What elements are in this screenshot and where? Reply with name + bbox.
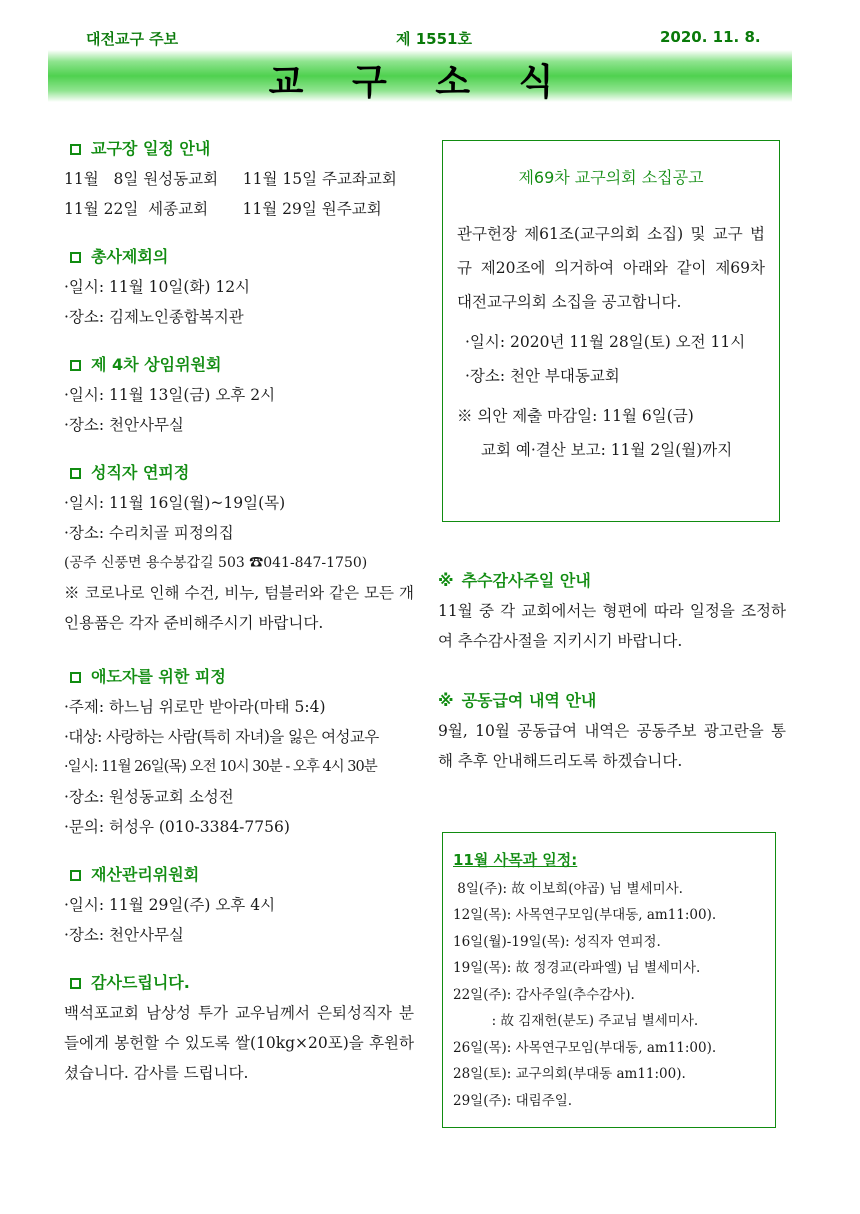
section-title-text: 애도자를 위한 피정 bbox=[91, 667, 226, 686]
section-bishop-schedule bbox=[64, 134, 414, 224]
section-paragraph: 11월 중 각 교회에서는 형편에 따라 일정을 조정하여 추수감사절을 지키시기 바랍니다. bbox=[438, 602, 786, 650]
left-column bbox=[64, 134, 414, 1106]
section-title-text: 성직자 연피정 bbox=[91, 463, 190, 482]
text-line: ·주제: 하느님 위로만 받아라(마태 5:4) bbox=[64, 698, 326, 716]
section-title bbox=[438, 566, 786, 596]
text-line: ·일시: 11월 10일(화) 12시 bbox=[64, 278, 251, 296]
checkbox-square-icon bbox=[70, 978, 81, 989]
address-line: (공주 신풍면 용수봉갑길 503 ☎041-847-1750) bbox=[64, 555, 368, 571]
section-joint-salary bbox=[438, 686, 786, 776]
schedule-item: 26일(목): 사목연구모임(부대동, am11:00). bbox=[453, 1039, 717, 1056]
checkbox-square-icon bbox=[70, 870, 81, 881]
text-line: ·일시: 11월 29일(주) 오후 4시 bbox=[64, 896, 276, 914]
section-title bbox=[64, 242, 414, 272]
schedule-item: 22일(주): 감사주일(추수감사). bbox=[453, 986, 635, 1003]
section-property-committee bbox=[64, 860, 414, 950]
checkbox-square-icon bbox=[70, 252, 81, 263]
section-grief-retreat bbox=[64, 662, 414, 842]
notice-items bbox=[457, 325, 765, 393]
section-thanksgiving bbox=[438, 566, 786, 656]
section-title bbox=[64, 968, 414, 998]
checkbox-square-icon bbox=[70, 144, 81, 155]
notice-remark: ※ 의안 제출 마감일: 11월 6일(금) bbox=[457, 407, 694, 425]
november-schedule-box bbox=[442, 832, 776, 1128]
text-line: ·장소: 원성동교회 소성전 bbox=[64, 788, 234, 806]
schedule-item: 29일(주): 대림주일. bbox=[453, 1092, 573, 1109]
checkbox-square-icon bbox=[70, 468, 81, 479]
section-standing-committee bbox=[64, 350, 414, 440]
checkbox-square-icon bbox=[70, 360, 81, 371]
text-line: ·대상: 사랑하는 사람(특히 자녀)을 잃은 여성교우 bbox=[64, 728, 379, 746]
schedule-title: 11월 사목과 일정: bbox=[453, 851, 578, 869]
notice-item: ·일시: 2020년 11월 28일(토) 오전 11시 bbox=[465, 333, 746, 351]
council-notice-box bbox=[442, 140, 780, 522]
text-line: 11월 8일 원성동교회 11월 15일 주교좌교회 bbox=[64, 170, 397, 188]
reference-mark-icon: ※ bbox=[438, 691, 454, 710]
section-title-text: 재산관리위원회 bbox=[91, 865, 200, 884]
issue-number: 제 1551호 bbox=[396, 30, 472, 48]
text-line: ·장소: 수리치골 피정의집 bbox=[64, 524, 234, 542]
section-paragraph: 9월, 10월 공동급여 내역은 공동주보 광고란을 통해 추후 안내해드리도록 하겠습니다. bbox=[438, 722, 786, 770]
section-title-text: 감사드립니다. bbox=[91, 973, 190, 992]
section-title bbox=[64, 350, 414, 380]
text-line: ·문의: 허성우 (010-3384-7756) bbox=[64, 818, 290, 836]
section-thanks bbox=[64, 968, 414, 1088]
schedule-item: 8일(주): 故 이보희(야곱) 님 별세미사. bbox=[453, 880, 683, 897]
notice-remark: 교회 예·결산 보고: 11월 2일(월)까지 bbox=[481, 441, 733, 459]
section-title-text: 추수감사주일 안내 bbox=[461, 571, 591, 590]
section-title-text: 교구장 일정 안내 bbox=[91, 139, 211, 158]
title-banner bbox=[48, 50, 792, 102]
section-title bbox=[64, 662, 414, 692]
section-clergy-retreat bbox=[64, 458, 414, 638]
section-title-text: 제 4차 상임위원회 bbox=[91, 355, 222, 374]
schedule-item: 16일(월)-19일(목): 성직자 연피정. bbox=[453, 933, 661, 950]
note-text: ※ 코로나로 인해 수건, 비누, 텀블러와 같은 모든 개인용품은 각자 준비해주시기 바랍니다. bbox=[64, 584, 414, 632]
section-title bbox=[64, 860, 414, 890]
text-line: ·일시: 11월 13일(금) 오후 2시 bbox=[64, 386, 276, 404]
text-line: ·장소: 천안사무실 bbox=[64, 926, 184, 944]
schedule-item: 28일(토): 교구의회(부대동 am11:00). bbox=[453, 1066, 686, 1082]
notice-item: ·장소: 천안 부대동교회 bbox=[465, 367, 620, 385]
section-title bbox=[64, 134, 414, 164]
section-title-text: 공동급여 내역 안내 bbox=[461, 691, 597, 710]
notice-title: 제69차 교구의회 소집공고 bbox=[518, 168, 704, 187]
text-line: ·장소: 천안사무실 bbox=[64, 416, 184, 434]
section-clergy-meeting bbox=[64, 242, 414, 332]
thanks-paragraph: 백석포교회 남상성 투가 교우님께서 은퇴성직자 분들에게 봉헌할 수 있도록 쌀(10kg×20포)을 후원하셨습니다. 감사를 드립니다. bbox=[64, 1004, 414, 1082]
notice-body: 관구헌장 제61조(교구의회 소집) 및 교구 법규 제20조에 의거하여 아래와 같이 제69차 대전교구의회 소집을 공고합니다. bbox=[457, 225, 765, 311]
schedule-item: 19일(목): 故 정경교(라파엘) 님 별세미사. bbox=[453, 960, 701, 976]
section-title bbox=[64, 458, 414, 488]
schedule-item: : 故 김재헌(분도) 주교님 별세미사. bbox=[453, 1013, 699, 1029]
text-line: ·일시: 11월 26일(목) 오전 10시 30분 - 오후 4시 30분 bbox=[64, 759, 377, 775]
reference-mark-icon: ※ bbox=[438, 571, 454, 590]
section-title-text: 총사제회의 bbox=[91, 247, 169, 266]
checkbox-square-icon bbox=[70, 672, 81, 683]
text-line: 11월 22일 세종교회 11월 29일 원주교회 bbox=[64, 200, 382, 218]
schedule-item: 12일(목): 사목연구모임(부대동, am11:00). bbox=[453, 907, 717, 923]
issue-date: 2020. 11. 8. bbox=[660, 28, 761, 46]
publisher-label: 대전교구 주보 bbox=[86, 30, 179, 48]
text-line: ·장소: 김제노인종합복지관 bbox=[64, 308, 244, 326]
section-title bbox=[438, 686, 786, 716]
page-title: 교 구 소 식 bbox=[268, 62, 572, 103]
text-line: ·일시: 11월 16일(월)~19일(목) bbox=[64, 494, 286, 512]
